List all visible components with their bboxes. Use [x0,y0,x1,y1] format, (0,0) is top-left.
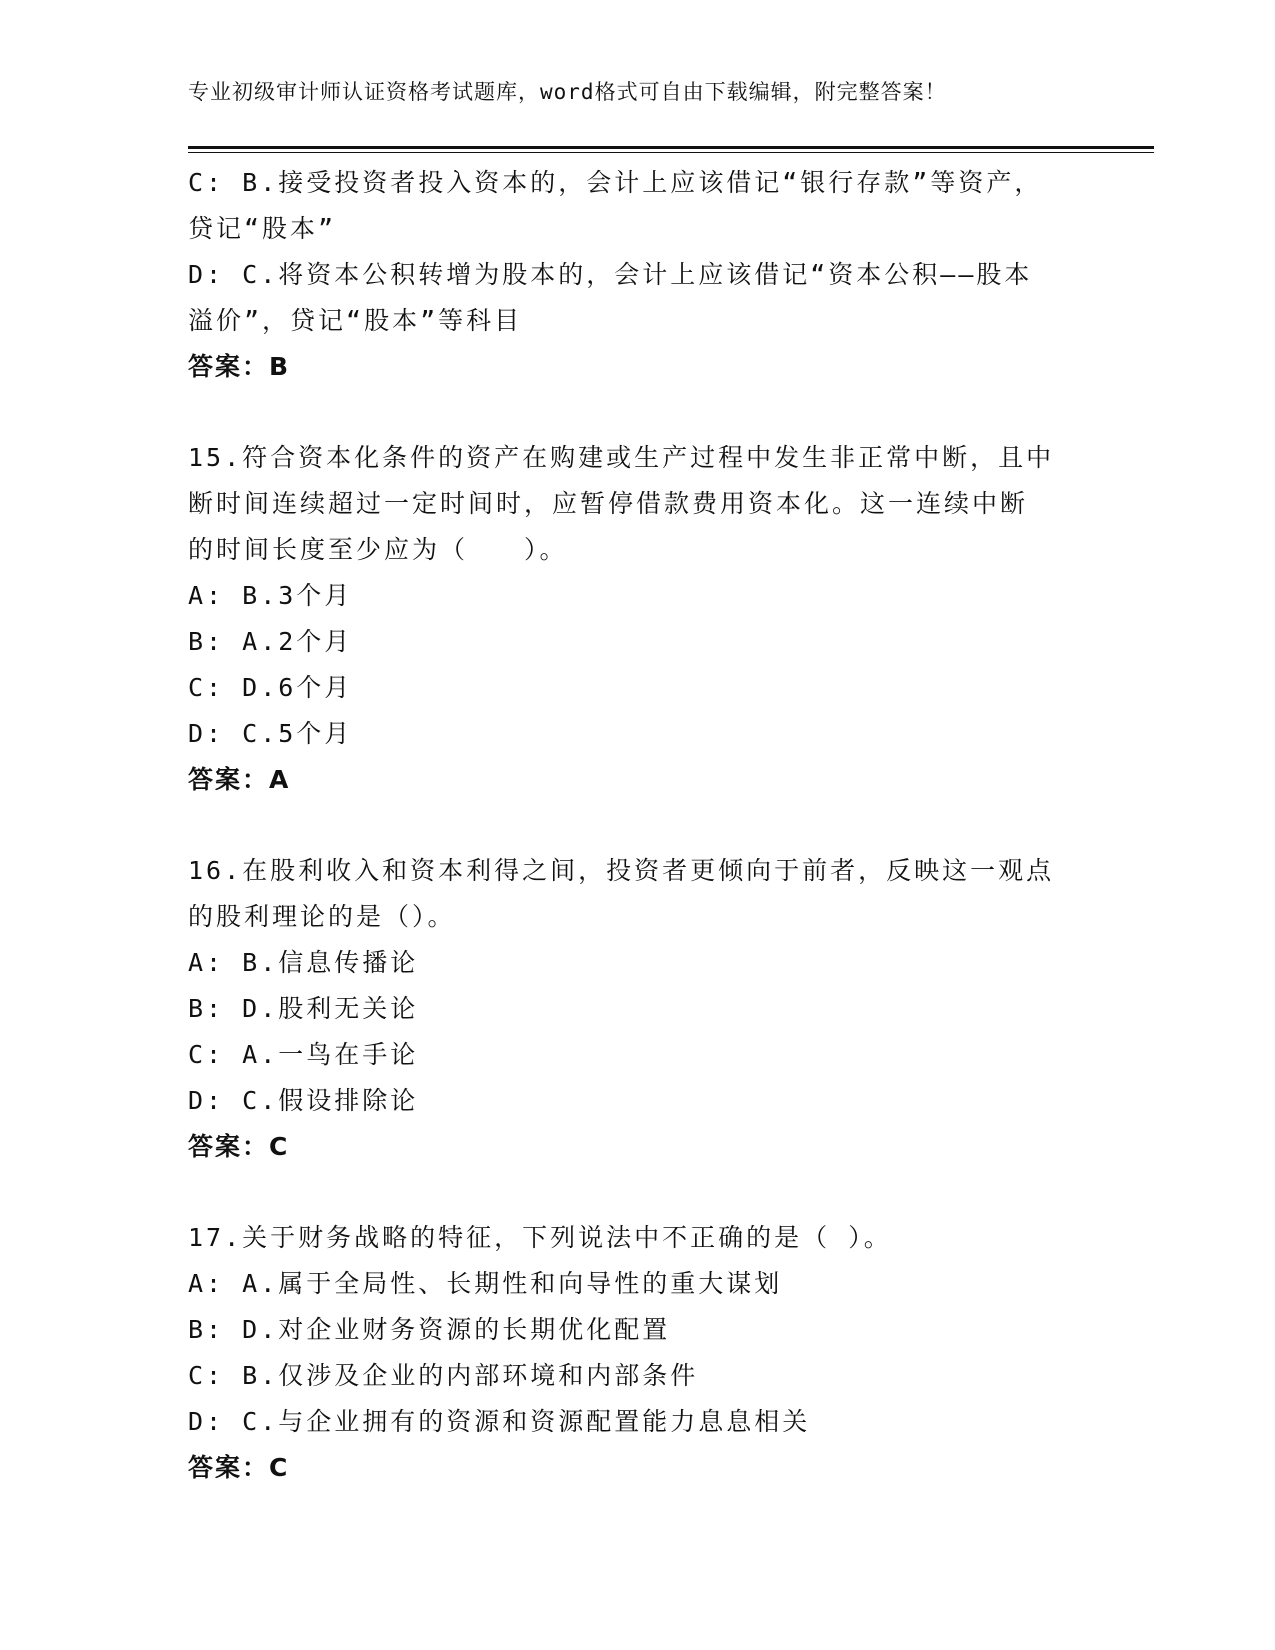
question-17 [188,1215,1068,1491]
option-d: D: C.与企业拥有的资源和资源配置能力息息相关 [188,1407,811,1436]
spacer [188,390,1068,435]
option-c-line-2: 贷记“股本” [188,214,337,243]
question-stem-line: 16.在股利收入和资本利得之间，投资者更倾向于前者，反映这一观点 [188,856,1055,885]
question-stem-line: 17.关于财务战略的特征，下列说法中不正确的是（ ）。 [188,1223,892,1252]
option-c: C: B.仅涉及企业的内部环境和内部条件 [188,1361,699,1390]
question-stem-line: 的股利理论的是（）。 [188,902,456,931]
answer-line: 答案：C [188,1453,290,1482]
spacer [188,803,1068,848]
question-15 [188,435,1068,803]
option-d: D: C.5个月 [188,719,353,748]
option-b: B: A.2个月 [188,627,353,656]
option-c: C: A.一鸟在手论 [188,1040,419,1069]
option-a: A: B.信息传播论 [188,948,419,977]
question-stem-line: 的时间长度至少应为（ ）。 [188,535,568,564]
question-16 [188,848,1068,1170]
header-rule-thin [188,152,1154,153]
option-b: B: D.对企业财务资源的长期优化配置 [188,1315,671,1344]
option-d-line-1: D: C.将资本公积转增为股本的，会计上应该借记“资本公积——股本 [188,260,1033,289]
prev-question-tail [188,160,1068,390]
answer-line: 答案：C [188,1132,290,1161]
header-rule-thick [188,146,1154,149]
question-stem-line: 15.符合资本化条件的资产在购建或生产过程中发生非正常中断，且中 [188,443,1055,472]
option-a: A: B.3个月 [188,581,353,610]
question-content [188,160,1068,1491]
option-b: B: D.股利无关论 [188,994,419,1023]
option-d-line-2: 溢价”，贷记“股本”等科目 [188,306,523,335]
option-c: C: D.6个月 [188,673,353,702]
spacer [188,1170,1068,1215]
question-stem-line: 断时间连续超过一定时间时，应暂停借款费用资本化。这一连续中断 [188,489,1029,518]
page-header: 专业初级审计师认证资格考试题库，word格式可自由下载编辑，附完整答案！ [188,80,947,104]
option-c-line-1: C: B.接受投资者投入资本的，会计上应该借记“银行存款”等资产， [188,168,1043,197]
answer-line: 答案：B [188,352,291,381]
option-a: A: A.属于全局性、长期性和向导性的重大谋划 [188,1269,783,1298]
answer-line: 答案：A [188,765,291,794]
option-d: D: C.假设排除论 [188,1086,419,1115]
